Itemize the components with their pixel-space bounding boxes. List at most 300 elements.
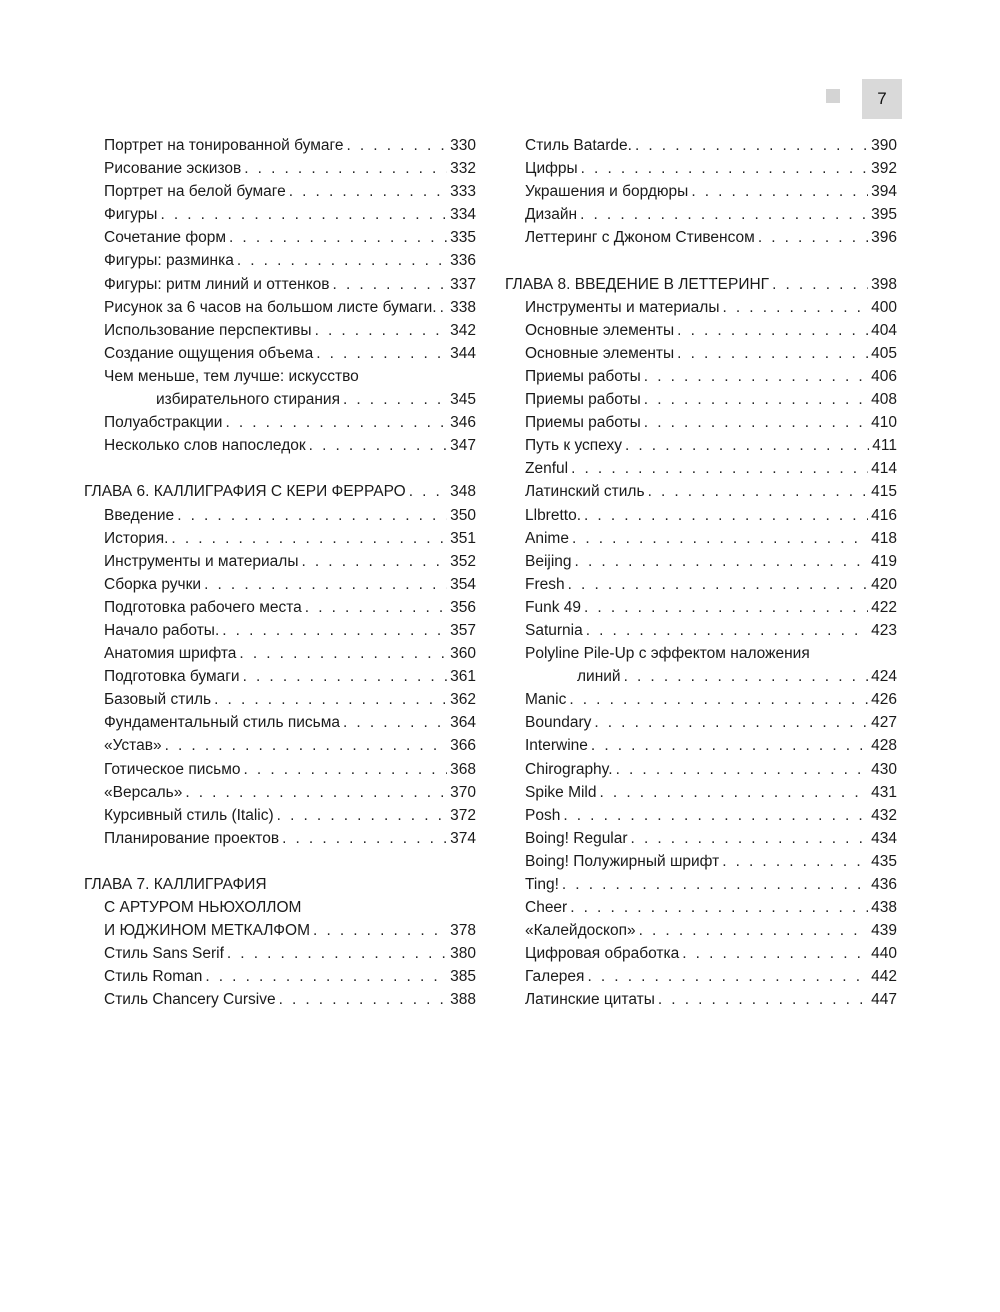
toc-entry-page: 335 [450, 229, 476, 247]
toc-entry [84, 781, 476, 804]
toc-entry-page: 366 [450, 737, 476, 755]
dot-leader [594, 711, 868, 734]
toc-entry [505, 457, 897, 480]
toc-entry [84, 827, 476, 850]
toc-entry-title: Anime [525, 529, 569, 547]
toc-entry-row [505, 573, 897, 596]
toc-entry-row [505, 157, 897, 180]
dot-leader [639, 919, 869, 942]
toc-entry [505, 688, 897, 711]
toc-entry [505, 781, 897, 804]
toc-entry-page: 426 [871, 691, 897, 709]
toc-entry-row [84, 988, 476, 1011]
toc-entry-title: Начало работы. [104, 621, 220, 639]
toc-entry-page: 447 [871, 991, 897, 1009]
dot-leader [758, 226, 868, 249]
toc-entry-page: 419 [871, 552, 897, 570]
toc-entry-page: 423 [871, 621, 897, 639]
toc-entry-title: Стиль Chancery Cursive [104, 991, 276, 1009]
dot-leader [409, 480, 447, 503]
toc-entry-page: 380 [450, 945, 476, 963]
toc-entry-title: Фигуры: ритм линий и оттенков [104, 275, 330, 293]
toc-entry-page: 436 [871, 876, 897, 893]
toc-entry-page: 390 [871, 137, 897, 154]
toc-entry [505, 827, 897, 850]
toc-entry-title: Рисунок за 6 часов на большом листе бумаги. [104, 298, 437, 316]
toc-entry-row [505, 942, 897, 965]
toc-entry [505, 411, 897, 434]
toc-entry-page: 334 [450, 206, 476, 224]
toc-entry-page: 438 [871, 899, 897, 917]
page-header [0, 79, 1000, 119]
toc-entry-row [84, 180, 476, 203]
toc-entry-row [84, 688, 476, 711]
toc-entry-row [84, 342, 476, 365]
toc-entry-title: Путь к успеху [525, 437, 622, 455]
toc-entry [84, 619, 476, 642]
dot-leader [644, 388, 868, 411]
toc-entry-row [84, 804, 476, 827]
toc-entry [84, 804, 476, 827]
toc-entry-title: Украшения и бордюры [525, 183, 689, 201]
dot-leader [333, 273, 448, 296]
toc-entry [84, 734, 476, 757]
toc-entry [505, 850, 897, 873]
toc-entry-title: Курсивный стиль (Italic) [104, 806, 274, 824]
dot-leader [691, 180, 868, 203]
toc-entry [505, 365, 897, 388]
toc-entry [505, 573, 897, 596]
toc-entry-row [505, 781, 897, 804]
toc-entry-title: Стиль Roman [104, 968, 203, 986]
toc-entry-page: 411 [872, 437, 897, 455]
toc-entry-row [505, 596, 897, 619]
toc-entry-page: 442 [871, 968, 897, 986]
toc-entry [84, 688, 476, 711]
toc-entry [84, 249, 476, 272]
toc-entry [84, 296, 476, 319]
toc-entry-title: Базовый стиль [104, 691, 212, 709]
toc-entry-row [84, 226, 476, 249]
toc-entry-row [505, 180, 897, 203]
toc-entry [505, 550, 897, 573]
toc-entry-row [84, 734, 476, 757]
toc-entry-title: Сочетание форм [104, 229, 226, 247]
toc-entry [505, 596, 897, 619]
toc-entry-row [84, 642, 476, 665]
toc-entry-page: 351 [450, 529, 476, 547]
toc-entry-page: 347 [450, 437, 476, 455]
toc-entry-page: 410 [871, 414, 897, 432]
toc-entry-page: 345 [450, 391, 476, 409]
toc-entry [505, 758, 897, 781]
toc-entry-page: 352 [450, 552, 476, 570]
dot-leader [600, 781, 869, 804]
dot-leader [315, 319, 448, 342]
toc-entry-title: Saturnia [525, 621, 583, 639]
toc-entry [505, 734, 897, 757]
toc-entry-page: 428 [871, 737, 897, 755]
toc-entry-title: Boundary [525, 714, 592, 732]
dot-leader [309, 434, 447, 457]
toc-entry-title: Manic [525, 691, 567, 709]
toc-entry-page: 370 [450, 783, 476, 801]
toc-entry-title: Приемы работы [525, 391, 641, 409]
toc-entry [84, 758, 476, 781]
dot-leader [239, 642, 447, 665]
dot-leader [644, 365, 868, 388]
toc-entry-title: Ting! [525, 876, 559, 893]
toc-entry [505, 134, 897, 157]
dot-leader [346, 134, 447, 157]
toc-entry-page: 439 [871, 922, 897, 940]
toc-entry-row [84, 965, 476, 988]
toc-entry-page: 431 [871, 783, 897, 801]
dot-leader [177, 504, 447, 527]
toc-right-column [505, 134, 897, 1012]
dot-leader [225, 411, 447, 434]
dot-leader [343, 711, 447, 734]
toc-entry-title: Создание ощущения объема [104, 344, 314, 362]
toc-entry [505, 342, 897, 365]
toc-entry-page: 422 [871, 598, 897, 616]
toc-entry-page: 385 [450, 968, 476, 986]
toc-entry-page: 396 [871, 229, 897, 247]
toc-entry-title: ГЛАВА 6. КАЛЛИГРАФИЯ С КЕРИ ФЕРРАРО [84, 483, 406, 501]
toc-entry-title: Llbretto. [525, 506, 582, 524]
toc-entry [505, 296, 897, 319]
toc-entry-page: 394 [871, 183, 897, 201]
toc-entry-row [84, 273, 476, 296]
toc-entry-row [505, 226, 897, 249]
dot-leader [772, 273, 868, 296]
toc-entry-row [84, 573, 476, 596]
toc-entry-title: Cheer [525, 899, 568, 917]
toc-entry [505, 226, 897, 249]
toc-entry [505, 711, 897, 734]
toc-entry-title: «Версаль» [104, 783, 183, 801]
toc-entry [84, 134, 476, 157]
toc-entry-title-line: Polyline Pile-Up с эффектом наложения [525, 645, 810, 663]
toc-entry-page: 344 [450, 344, 476, 362]
dot-leader [722, 850, 868, 873]
toc-entry-row [505, 873, 897, 896]
toc-entry-title: Подготовка рабочего места [104, 598, 302, 616]
toc-entry-title: Фундаментальный стиль письма [104, 714, 341, 732]
toc-entry-title-line: С АРТУРОМ НЬЮХОЛЛОМ [104, 899, 302, 917]
toc-entry-row [84, 203, 476, 226]
toc-entry-row [84, 758, 476, 781]
toc-entry-row [505, 550, 897, 573]
dot-leader [584, 504, 868, 527]
header-square-decoration [826, 89, 840, 103]
toc-entry-page: 368 [450, 760, 476, 778]
dot-leader [569, 688, 868, 711]
toc-entry-row [505, 273, 897, 296]
toc-entry-title: Цифровая обработка [525, 945, 680, 963]
dot-leader [631, 827, 869, 850]
toc-entry-title: линий [577, 668, 621, 686]
toc-entry [505, 203, 897, 226]
toc-entry-page: 361 [450, 668, 476, 686]
toc-entry [84, 665, 476, 688]
toc-entry-row [505, 296, 897, 319]
dot-leader [243, 665, 448, 688]
toc-entry [505, 319, 897, 342]
toc-entry-page: 356 [450, 598, 476, 616]
toc-entry-page: 434 [871, 829, 897, 847]
dot-leader [722, 296, 868, 319]
toc-entry-title: Сборка ручки [104, 575, 202, 593]
toc-entry-row [505, 965, 897, 988]
toc-entry-title: Стиль Batarde. [525, 137, 632, 154]
toc-entry-title: Использование перспективы [104, 321, 312, 339]
toc-entry-row [505, 504, 897, 527]
toc-entry-row [84, 827, 476, 850]
toc-entry [84, 411, 476, 434]
toc-entry-row [505, 711, 897, 734]
toc-entry [505, 480, 897, 503]
toc-entry-title: История. [104, 529, 169, 547]
dot-leader [571, 457, 868, 480]
dot-leader [316, 342, 447, 365]
toc-entry-row [84, 157, 476, 180]
toc-entry-row [84, 550, 476, 573]
toc-entry [84, 988, 476, 1011]
dot-leader [165, 734, 448, 757]
toc-entry [84, 965, 476, 988]
toc-entry [84, 226, 476, 249]
dot-leader [648, 480, 869, 503]
dot-leader [279, 988, 448, 1011]
toc-entry-title: И ЮДЖИНОМ МЕТКАЛФОМ [104, 922, 311, 940]
toc-entry-row [505, 619, 897, 642]
toc-entry-title: Interwine [525, 737, 588, 755]
toc-entry-title: Полуабстракции [104, 414, 223, 432]
dot-leader [227, 942, 447, 965]
toc-entry-title: Анатомия шрифта [104, 645, 237, 663]
toc-entry-page: 416 [871, 506, 897, 524]
toc-entry-page: 337 [450, 275, 476, 293]
toc-entry-row [84, 411, 476, 434]
toc-entry-page: 414 [871, 460, 897, 478]
toc-entry-page: 336 [450, 252, 476, 270]
dot-leader [289, 180, 447, 203]
dot-leader [616, 758, 869, 781]
toc-entry-page: 404 [871, 321, 897, 339]
toc-entry-page: 395 [871, 206, 897, 224]
toc-entry-page: 406 [871, 367, 897, 385]
toc-entry-title: Латинские цитаты [525, 991, 655, 1009]
toc-entry-page: 400 [871, 298, 897, 316]
dot-leader [171, 527, 447, 550]
dot-leader [222, 619, 447, 642]
toc-entry-title: Основные элементы [525, 321, 675, 339]
toc-entry-page: 435 [871, 852, 897, 870]
toc-entry-row [505, 734, 897, 757]
toc-entry-title: Портрет на белой бумаге [104, 183, 286, 201]
toc-chapter-heading [505, 273, 897, 296]
toc-entry-page: 357 [450, 621, 476, 639]
toc-entry-row [505, 480, 897, 503]
toc-entry-title: Основные элементы [525, 344, 675, 362]
toc-entry-row [84, 665, 476, 688]
toc-entry-page: 362 [450, 691, 476, 709]
toc-entry [84, 203, 476, 226]
toc-entry [505, 527, 897, 550]
toc-entry-page: 348 [450, 483, 476, 501]
toc-entry-row [505, 665, 897, 688]
toc-entry-title: Введение [104, 506, 175, 524]
toc-entry-title: Портрет на тонированной бумаге [104, 137, 344, 154]
toc-entry-row [84, 619, 476, 642]
dot-leader [587, 965, 868, 988]
dot-leader [282, 827, 447, 850]
toc-entry-row [84, 781, 476, 804]
dot-leader [343, 388, 447, 411]
toc-entry-row [84, 919, 476, 942]
toc-entry-title: Posh [525, 806, 561, 824]
toc-entry-title: Funk 49 [525, 598, 582, 616]
toc-entry [505, 504, 897, 527]
dot-leader [625, 434, 869, 457]
toc-entry-title: Приемы работы [525, 414, 641, 432]
dot-leader [237, 249, 447, 272]
toc-entry-title: избирательного стирания [156, 391, 340, 409]
toc-entry-page: 338 [450, 298, 476, 316]
toc-entry-page: 430 [871, 760, 897, 778]
dot-leader [586, 619, 868, 642]
toc-entry-row [505, 457, 897, 480]
dot-leader [562, 873, 868, 896]
dot-leader [244, 758, 448, 781]
dot-leader [563, 804, 868, 827]
dot-leader [677, 319, 868, 342]
dot-leader [570, 896, 868, 919]
toc-entry-row [505, 804, 897, 827]
page-number: 7 [862, 79, 902, 119]
toc-entry-title-line: ГЛАВА 7. КАЛЛИГРАФИЯ [84, 876, 267, 893]
toc-entry-page: 440 [871, 945, 897, 963]
toc-entry [505, 619, 897, 642]
toc-entry [84, 504, 476, 527]
toc-entry [505, 919, 897, 942]
toc-entry-title: ГЛАВА 8. ВВЕДЕНИЕ В ЛЕТТЕРИНГ [505, 275, 770, 293]
toc-entry-row [505, 758, 897, 781]
toc-entry-row [84, 134, 476, 157]
toc-entry-title-line: Чем меньше, тем лучше: искусство [104, 367, 359, 385]
toc-entry [84, 550, 476, 573]
dot-leader [572, 527, 868, 550]
toc-entry-page: 330 [450, 137, 476, 154]
toc-entry [505, 180, 897, 203]
dot-leader [313, 919, 447, 942]
toc-entry [84, 319, 476, 342]
toc-entry-row [505, 388, 897, 411]
dot-leader [185, 781, 447, 804]
dot-leader [658, 988, 868, 1011]
dot-leader [677, 342, 868, 365]
toc-entry-page: 392 [871, 160, 897, 178]
toc-entry-page: 354 [450, 575, 476, 593]
dot-leader [635, 134, 868, 157]
dot-leader [214, 688, 447, 711]
toc-entry-page: 432 [871, 806, 897, 824]
toc-entry-page: 332 [450, 160, 476, 178]
toc-entry-title: Латинский стиль [525, 483, 645, 501]
toc-entry-row [84, 434, 476, 457]
toc-entry-title: «Устав» [104, 737, 162, 755]
toc-entry-row [505, 434, 897, 457]
toc-entry-title: Цифры [525, 160, 578, 178]
dot-leader [244, 157, 447, 180]
dot-leader [229, 226, 447, 249]
toc-entry [505, 157, 897, 180]
toc-entry-title: Рисование эскизов [104, 160, 242, 178]
toc-entry-title: «Калейдоскоп» [525, 922, 636, 940]
toc-entry-row [84, 388, 476, 411]
dot-leader [305, 596, 447, 619]
dot-leader [204, 573, 447, 596]
toc-entry [84, 573, 476, 596]
toc-entry-title: Chirography. [525, 760, 613, 778]
toc-entry-page: 372 [450, 806, 476, 824]
toc-entry [505, 988, 897, 1011]
toc-entry-title: Подготовка бумаги [104, 668, 240, 686]
toc-entry-row [84, 480, 476, 503]
toc-entry-row [505, 688, 897, 711]
toc-entry-page: 398 [871, 275, 897, 293]
toc-entry-page: 342 [450, 321, 476, 339]
toc-entry-row [84, 942, 476, 965]
toc-entry-page: 364 [450, 714, 476, 732]
toc-entry-title: Инструменты и материалы [104, 552, 299, 570]
dot-leader [682, 942, 868, 965]
toc-entry [84, 157, 476, 180]
toc-entry [84, 180, 476, 203]
toc-entry [505, 388, 897, 411]
toc-entry-title: Beijing [525, 552, 572, 570]
toc-entry-page: 420 [871, 575, 897, 593]
toc-entry-page: 333 [450, 183, 476, 201]
toc-entry-row [84, 249, 476, 272]
toc-entry-row [505, 850, 897, 873]
toc-entry [84, 342, 476, 365]
dot-leader [301, 550, 447, 573]
toc-entry-page: 418 [871, 529, 897, 547]
toc-entry [84, 273, 476, 296]
toc-entry-title: Леттеринг с Джоном Стивенсом [525, 229, 755, 247]
toc-entry [84, 596, 476, 619]
toc-entry-title: Инструменты и материалы [525, 298, 720, 316]
toc-entry-page: 374 [450, 829, 476, 847]
toc-entry [505, 896, 897, 919]
toc-entry [505, 942, 897, 965]
toc-entry-title: Готическое письмо [104, 760, 241, 778]
toc-entry-row [505, 203, 897, 226]
dot-leader [624, 665, 869, 688]
toc-chapter-heading [84, 480, 476, 503]
toc-entry-title: Планирование проектов [104, 829, 280, 847]
dot-leader [591, 734, 868, 757]
toc-entry-title: Zenful [525, 460, 569, 478]
dot-leader [575, 550, 869, 573]
toc-entry-title: Галерея [525, 968, 585, 986]
toc-entry-page: 378 [450, 922, 476, 940]
dot-leader [440, 296, 448, 319]
toc-entry-title: Spike Mild [525, 783, 597, 801]
toc-entry [84, 527, 476, 550]
